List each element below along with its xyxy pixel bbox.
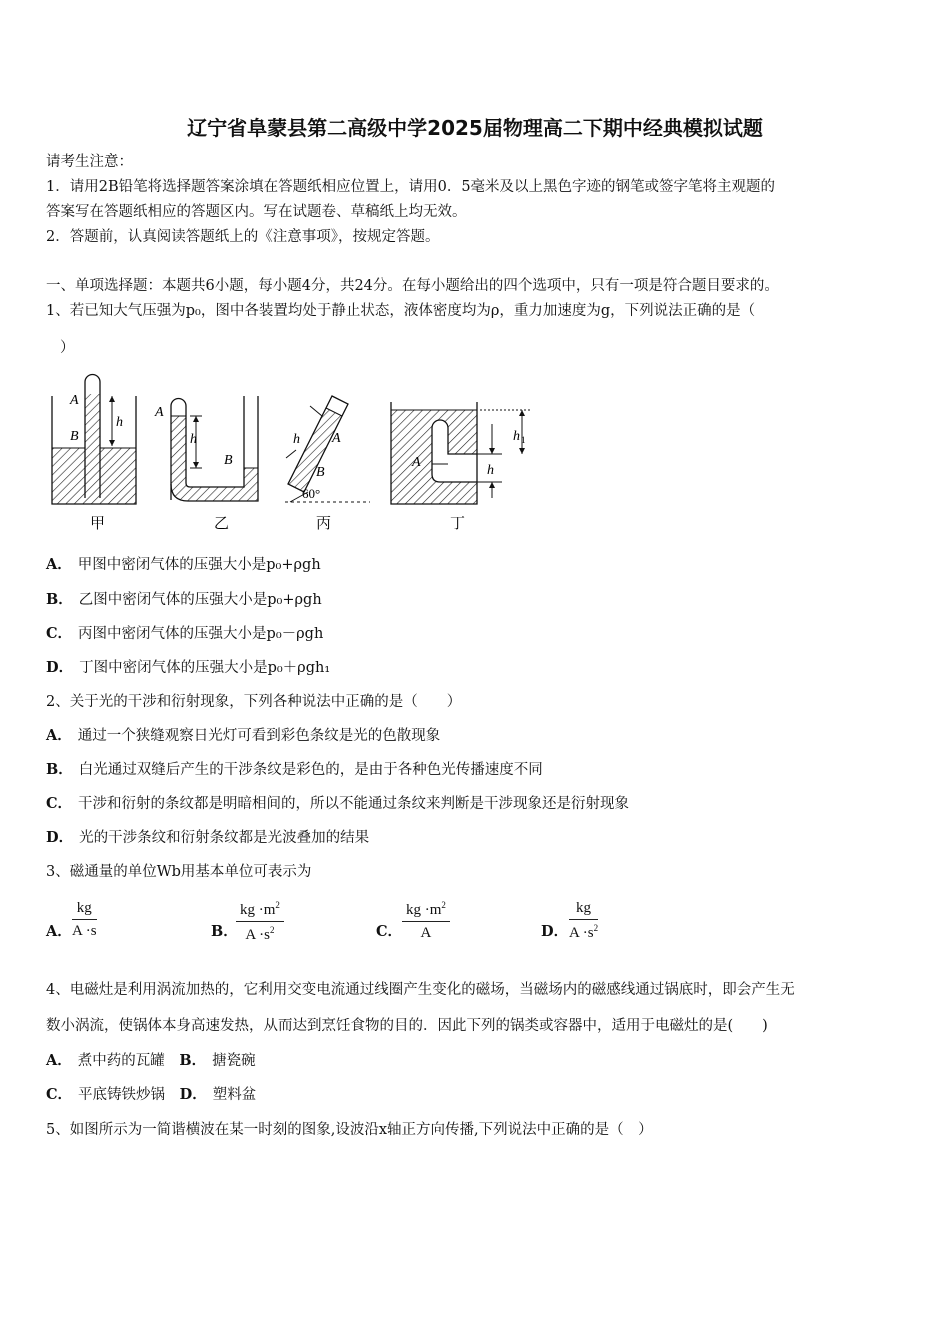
q4-stem-line-2: 数小涡流，使锅体本身高速发热，从而达到烹饪食物的目的．因此下列的锅类或容器中，适用于电磁灶的是( ) [46,1018,768,1034]
bing-label-A: A [332,431,341,446]
q3-d-den: A ·s [569,925,594,941]
figure-bing [285,396,370,532]
q1-option-a [46,555,321,575]
q5-stem: 5、如图所示为一简谐横波在某一时刻的图象,设波沿x轴正方向传播,下列说法中正确的是（ ） [46,1122,653,1138]
q1-stem-line-1: 1、若已知大气压强为p₀，图中各装置均处于静止状态，液体密度均为ρ，重力加速度为g，下列说法正确的是（ [46,303,756,319]
q4-option-a-letter: A． [46,1052,72,1069]
jia-label-A: A [70,393,79,408]
q2-option-b [46,760,543,780]
q4-option-d-text: 塑料盆 [212,1087,257,1103]
q1-option-d-letter: D． [46,659,74,676]
q2-option-d [46,828,369,848]
ding-caption: 丁 [450,516,466,532]
q3-b-den: A ·s [245,927,270,943]
q4-stem-line-1: 4、电磁灶是利用涡流加热的，它利用交变电流通过线圈产生变化的磁场，当磁场内的磁感线通过锅底时，即会产生无 [46,982,795,998]
q3-stem: 3、磁通量的单位Wb用基本单位可表示为 [46,864,312,880]
yi-label-A: A [155,405,164,420]
q2-option-b-text: 白光通过双缝后产生的干涉条纹是彩色的，是由于各种色光传播速度不同 [78,762,543,778]
q1-option-b [46,590,322,610]
q3-c-den: A [420,925,432,941]
q3-c-num: kg ·m [406,902,442,918]
q4-option-b-text: 搪瓷碗 [212,1053,256,1069]
jia-label-B: B [70,429,79,444]
figure-jia [52,375,136,532]
notice-item-1-line-2: 答案写在答题纸相应的答题区内。写在试题卷、草稿纸上均无效。 [46,204,467,220]
q3-option-b-fraction [236,900,284,944]
q3-d-den-sup: 2 [593,923,599,933]
q2-option-d-text: 光的干涉条纹和衍射条纹都是光波叠加的结果 [79,830,370,846]
yi-caption: 乙 [214,516,230,532]
q3-option-c-letter: C． [376,923,403,940]
yi-label-B: B [224,453,233,468]
q1-option-a-text: 甲图中密闭气体的压强大小是p₀+ρgh [77,557,321,573]
q3-option-d-fraction [569,900,598,942]
jia-label-h: h [116,415,123,430]
ding-label-A: A [412,455,421,470]
q1-option-c-letter: C． [46,625,73,642]
q3-option-b-letter: B． [211,923,238,940]
q4-option-c-text: 平底铸铁炒锅 [78,1087,166,1103]
exam-title: 辽宁省阜蒙县第二高级中学2025届物理高二下期中经典模拟试题 [187,116,763,140]
notice-item-1-line-1: 1．请用2B铅笔将选择题答案涂填在答题纸相应位置上，请用0．5毫米及以上黑色字迹的钢笔或签字笔将主观题的 [46,179,776,195]
notice-item-2: 2．答题前，认真阅读答题纸上的《注意事项》，按规定答题。 [46,229,440,245]
q3-option-d-letter: D． [541,923,569,940]
jia-caption: 甲 [90,516,106,532]
q3-option-a-letter: A． [46,923,72,940]
q4-option-d-letter: D． [179,1086,207,1103]
yi-label-h: h [190,432,197,447]
q4-option-b-letter: B． [179,1052,207,1069]
q3-a-den: A ·s [72,923,97,939]
q4-option-c-letter: C． [46,1086,73,1103]
bing-label-h: h [293,432,300,447]
q3-a-num: kg [76,900,92,916]
q3-d-num: kg [576,900,592,916]
q1-option-a-letter: A． [46,556,72,573]
figure-yi [154,396,258,532]
q1-option-d [46,658,330,678]
figure-ding [391,402,530,532]
q1-option-c [46,624,323,644]
notice-heading: 请考生注意： [46,154,133,170]
q2-option-d-letter: D． [46,829,74,846]
section-heading: 一、单项选择题：本题共6小题，每小题4分，共24分。在每小题给出的四个选项中，只有一项是符合题目要求的。 [46,278,779,294]
q2-option-c-letter: C． [46,795,73,812]
ding-label-h1: h [513,429,520,444]
q3-b-den-sup: 2 [270,925,275,935]
bing-label-B: B [316,465,325,480]
q2-option-c-text: 干涉和衍射的条纹都是明暗相间的，所以不能通过条纹来判断是干涉现象还是衍射现象 [78,796,630,812]
q2-stem: 2、关于光的干涉和衍射现象，下列各种说法中正确的是（ ） [46,694,462,710]
q2-option-c [46,794,629,814]
bing-caption: 丙 [316,516,332,532]
ding-label-h: h [487,463,494,478]
q2-option-a-letter: A． [46,727,72,744]
q1-stem-line-2: ） [60,340,75,356]
q1-option-b-text: 乙图中密闭气体的压强大小是p₀+ρgh [78,592,322,608]
q3-b-num: kg ·m [240,902,276,918]
q3-b-num-sup: 2 [275,900,280,910]
ding-label-h1-sub: 1 [521,435,526,445]
q1-figure [40,368,540,538]
q4-options-row-2 [46,1085,256,1105]
q3-option-c-fraction [402,900,450,942]
q3-c-num-sup: 2 [441,900,446,910]
q2-option-a [46,726,440,746]
q4-options-row-1 [46,1051,256,1071]
q1-option-b-letter: B． [46,591,73,608]
bing-label-angle: 60° [302,486,321,501]
q2-option-a-text: 通过一个狭缝观察日光灯可看到彩色条纹是光的色散现象 [77,728,441,744]
q2-option-b-letter: B． [46,761,73,778]
q1-option-d-text: 丁图中密闭气体的压强大小是p₀＋ρgh₁ [79,660,331,676]
q4-option-a-text: 煮中药的瓦罐 [77,1053,165,1069]
q1-option-c-text: 丙图中密闭气体的压强大小是p₀－ρgh [78,626,324,642]
q3-option-a-fraction [72,900,97,940]
